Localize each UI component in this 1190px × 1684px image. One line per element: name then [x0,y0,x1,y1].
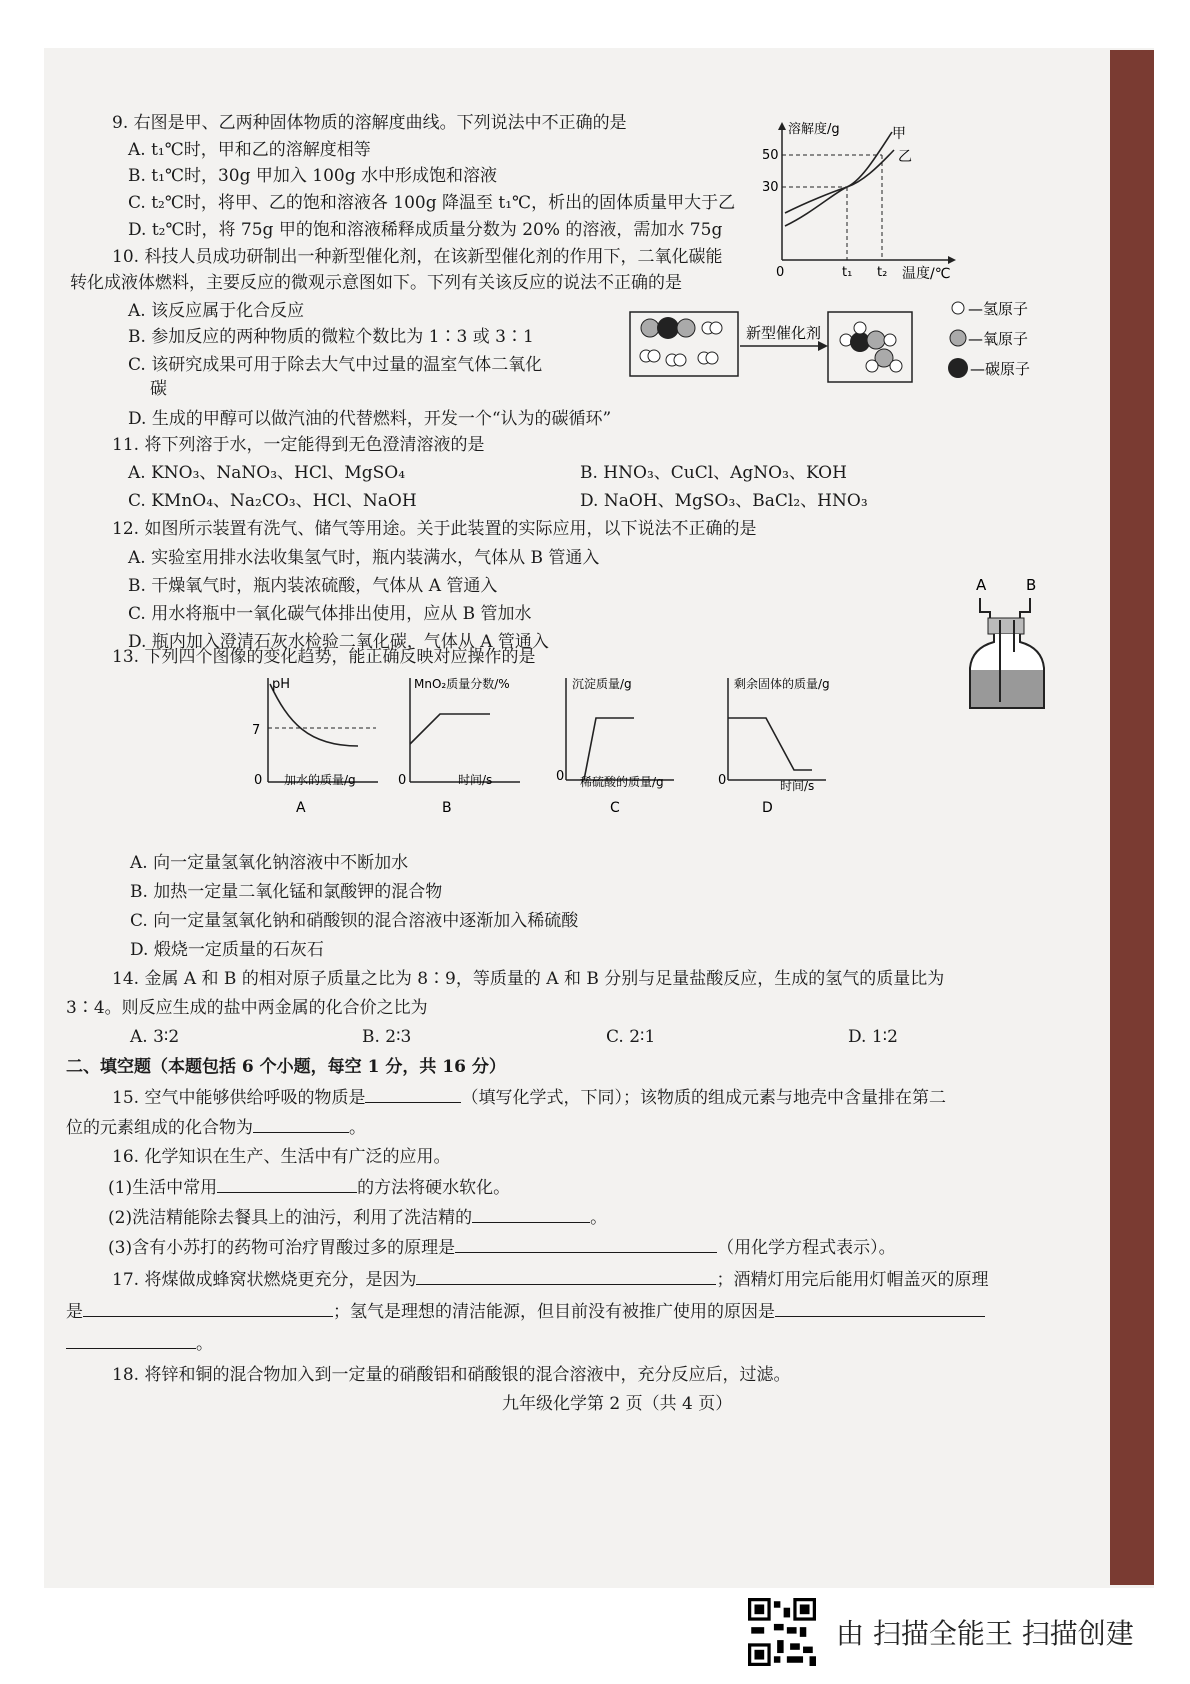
q17-blank-3[interactable] [775,1300,985,1317]
q17-line-3: 。 [66,1332,213,1355]
svg-text:7: 7 [252,723,261,738]
graph-a [252,672,408,822]
q10-option-c: C. 该研究成果可用于除去大气中过量的温室气体二氧化 [128,355,543,375]
q12-stem: 12. 如图所示装置有洗气、储气等用途。关于此装置的实际应用，以下说法不正确的是 [112,519,757,539]
q16-sub-2: (2)洗洁精能除去餐具上的油污，利用了洗洁精的 。 [108,1208,608,1228]
q16-sub-1: (1)生活中常用 的方法将硬水软化。 [108,1178,511,1198]
q15-blank-2[interactable] [253,1116,349,1133]
gas-washing-bottle [960,570,1080,720]
q11-option-a: A. KNO₃、NaNO₃、HCl、MgSO₄ [128,463,406,483]
q11-stem: 11. 将下列溶于水，一定能得到无色澄清溶液的是 [112,435,485,455]
curve-yi [785,150,894,213]
svg-text:新型催化剂: 新型催化剂 [746,324,822,342]
q15-line-2: 位的元素组成的化合物为 。 [66,1118,366,1138]
q12-option-a: A. 实验室用排水法收集氢气时，瓶内装满水，气体从 B 管通入 [128,548,600,568]
graph-c [554,672,694,822]
q14-option-b: B. 2∶3 [362,1027,412,1047]
q14-option-d: D. 1∶2 [848,1027,898,1047]
q9-option-d: D. t₂℃时，将 75g 甲的饱和溶液稀释成质量分数为 20% 的溶液，需加水 75g [128,220,723,240]
q10-option-b: B. 参加反应的两种物质的微粒个数比为 1∶3 或 3∶1 [128,327,534,347]
svg-text:—氢原子: —氢原子 [968,300,1029,318]
q14-option-a: A. 3∶2 [130,1027,180,1047]
svg-text:30: 30 [762,180,779,195]
q9-option-b: B. t₁℃时，30g 甲加入 100g 水中形成饱和溶液 [128,166,498,186]
scanner-watermark-text: 由 扫描全能王 扫描创建 [836,1617,1134,1650]
q16-stem: 16. 化学知识在生产、生活中有广泛的应用。 [112,1147,451,1167]
svg-text:t₁: t₁ [842,265,853,280]
q11-option-b: B. HNO₃、CuCl、AgNO₃、KOH [580,463,847,483]
curve-jia [785,132,892,226]
q17-line-1: 17. 将煤做成蜂窝状燃烧更充分，是因为 ；酒精灯用完后能用灯帽盖灭的原理 [112,1270,989,1290]
svg-text:时间/s: 时间/s [458,773,493,787]
svg-text:—氧原子: —氧原子 [968,330,1029,348]
q9-option-a: A. t₁℃时，甲和乙的溶解度相等 [128,140,371,160]
oxygen-atom-icon [950,330,966,346]
svg-text:pH: pH [272,677,291,692]
svg-text:0: 0 [556,769,565,784]
solubility-chart [752,118,1042,282]
graph-d [716,672,856,822]
q13-option-a: A. 向一定量氢氧化钠溶液中不断加水 [130,853,409,873]
q10-stem-1: 10. 科技人员成功研制出一种新型催化剂，在该新型催化剂的作用下，二氧化碳能 [112,247,723,267]
page-footer: 九年级化学第 2 页（共 4 页） [502,1394,733,1414]
q17-blank-1[interactable] [416,1268,716,1285]
svg-text:B: B [1026,576,1037,594]
q13-stem: 13. 下列四个图像的变化趋势，能正确反映对应操作的是 [112,647,536,667]
q13-option-d: D. 煅烧一定质量的石灰石 [130,940,324,960]
q14-option-c: C. 2∶1 [606,1027,656,1047]
q11-option-c: C. KMnO₄、Na₂CO₃、HCl、NaOH [128,491,417,511]
q13-option-b: B. 加热一定量二氧化锰和氯酸钾的混合物 [130,882,443,902]
q10-option-a: A. 该反应属于化合反应 [128,301,305,321]
q16-sub-3: (3)含有小苏打的药物可治疗胃酸过多的原理是 （用化学方程式表示）。 [108,1238,896,1258]
q17-blank-2[interactable] [83,1300,333,1317]
svg-text:C: C [610,800,620,816]
svg-text:乙: 乙 [898,149,912,165]
svg-text:温度/℃: 温度/℃ [902,266,951,282]
q16-blank-3[interactable] [455,1236,717,1253]
svg-text:D: D [762,800,773,816]
q12-option-b: B. 干燥氧气时，瓶内装浓硫酸，气体从 A 管通入 [128,576,498,596]
svg-text:甲: 甲 [892,126,906,142]
q12-option-d: D. 瓶内加入澄清石灰水检验二氧化碳，气体从 A 管通入 [128,632,549,652]
svg-text:B: B [442,800,452,816]
svg-text:0: 0 [776,265,785,280]
carbon-atom-icon [948,358,968,378]
svg-text:时间/s: 时间/s [780,779,815,793]
svg-text:稀硫酸的质量/g: 稀硫酸的质量/g [580,775,664,789]
svg-text:0: 0 [254,773,263,788]
q10-option-d: D. 生成的甲醇可以做汽油的代替燃料，开发一个“认为的碳循环” [128,409,612,429]
q12-option-c: C. 用水将瓶中一氧化碳气体排出使用，应从 B 管加水 [128,604,532,624]
svg-text:溶解度/g: 溶解度/g [788,122,840,137]
svg-text:A: A [296,800,306,816]
q18-stem: 18. 将锌和铜的混合物加入到一定量的硝酸铝和硝酸银的混合溶液中，充分反应后，过滤。 [112,1365,791,1385]
svg-text:A: A [976,576,987,594]
svg-text:沉淀质量/g: 沉淀质量/g [572,677,632,691]
q13-option-c: C. 向一定量氢氧化钠和硝酸钡的混合溶液中逐渐加入稀硫酸 [130,911,579,931]
q16-blank-1[interactable] [217,1176,357,1193]
graph-b [400,672,540,822]
section-fill-in: 二、填空题（本题包括 6 个小题，每空 1 分，共 16 分） [66,1057,506,1077]
svg-text:50: 50 [762,148,779,163]
q11-option-d: D. NaOH、MgSO₃、BaCl₂、HNO₃ [580,491,868,511]
svg-text:0: 0 [398,773,407,788]
hydrogen-atom-icon [952,302,964,314]
atom-legend [948,296,1058,396]
svg-text:t₂: t₂ [877,265,888,280]
q15-blank-1[interactable] [365,1086,461,1103]
svg-text:—碳原子: —碳原子 [970,360,1031,378]
svg-text:加水的质量/g: 加水的质量/g [284,773,356,787]
qr-code-icon [748,1598,816,1666]
q10-option-c-cont: 碳 [150,379,167,399]
paper-edge [1110,50,1154,1585]
svg-text:0: 0 [718,773,727,788]
q9-stem: 9. 右图是甲、乙两种固体物质的溶解度曲线。下列说法中不正确的是 [112,113,627,133]
q9-option-c: C. t₂℃时，将甲、乙的饱和溶液各 100g 降温至 t₁℃，析出的固体质量甲大于乙 [128,193,736,213]
svg-text:剩余固体的质量/g: 剩余固体的质量/g [734,677,830,691]
q17-blank-3-cont[interactable] [66,1332,196,1349]
q16-blank-2[interactable] [472,1206,590,1223]
q14-stem-2: 3∶4。则反应生成的盐中两金属的化合价之比为 [66,998,428,1018]
q15-line-1: 15. 空气中能够供给呼吸的物质是 （填写化学式，下同）；该物质的组成元素与地壳中含量排在第二 [112,1088,946,1108]
q14-stem-1: 14. 金属 A 和 B 的相对原子质量之比为 8∶9，等质量的 A 和 B 分别与足量盐酸反应，生成的氢气的质量比为 [112,969,945,989]
q10-stem-2: 转化成液体燃料，主要反应的微观示意图如下。下列有关该反应的说法不正确的是 [70,273,682,293]
q17-line-2: 是 ；氢气是理想的清洁能源，但目前没有被推广使用的原因是 [66,1300,985,1323]
svg-text:MnO₂质量分数/%: MnO₂质量分数/% [414,677,510,691]
